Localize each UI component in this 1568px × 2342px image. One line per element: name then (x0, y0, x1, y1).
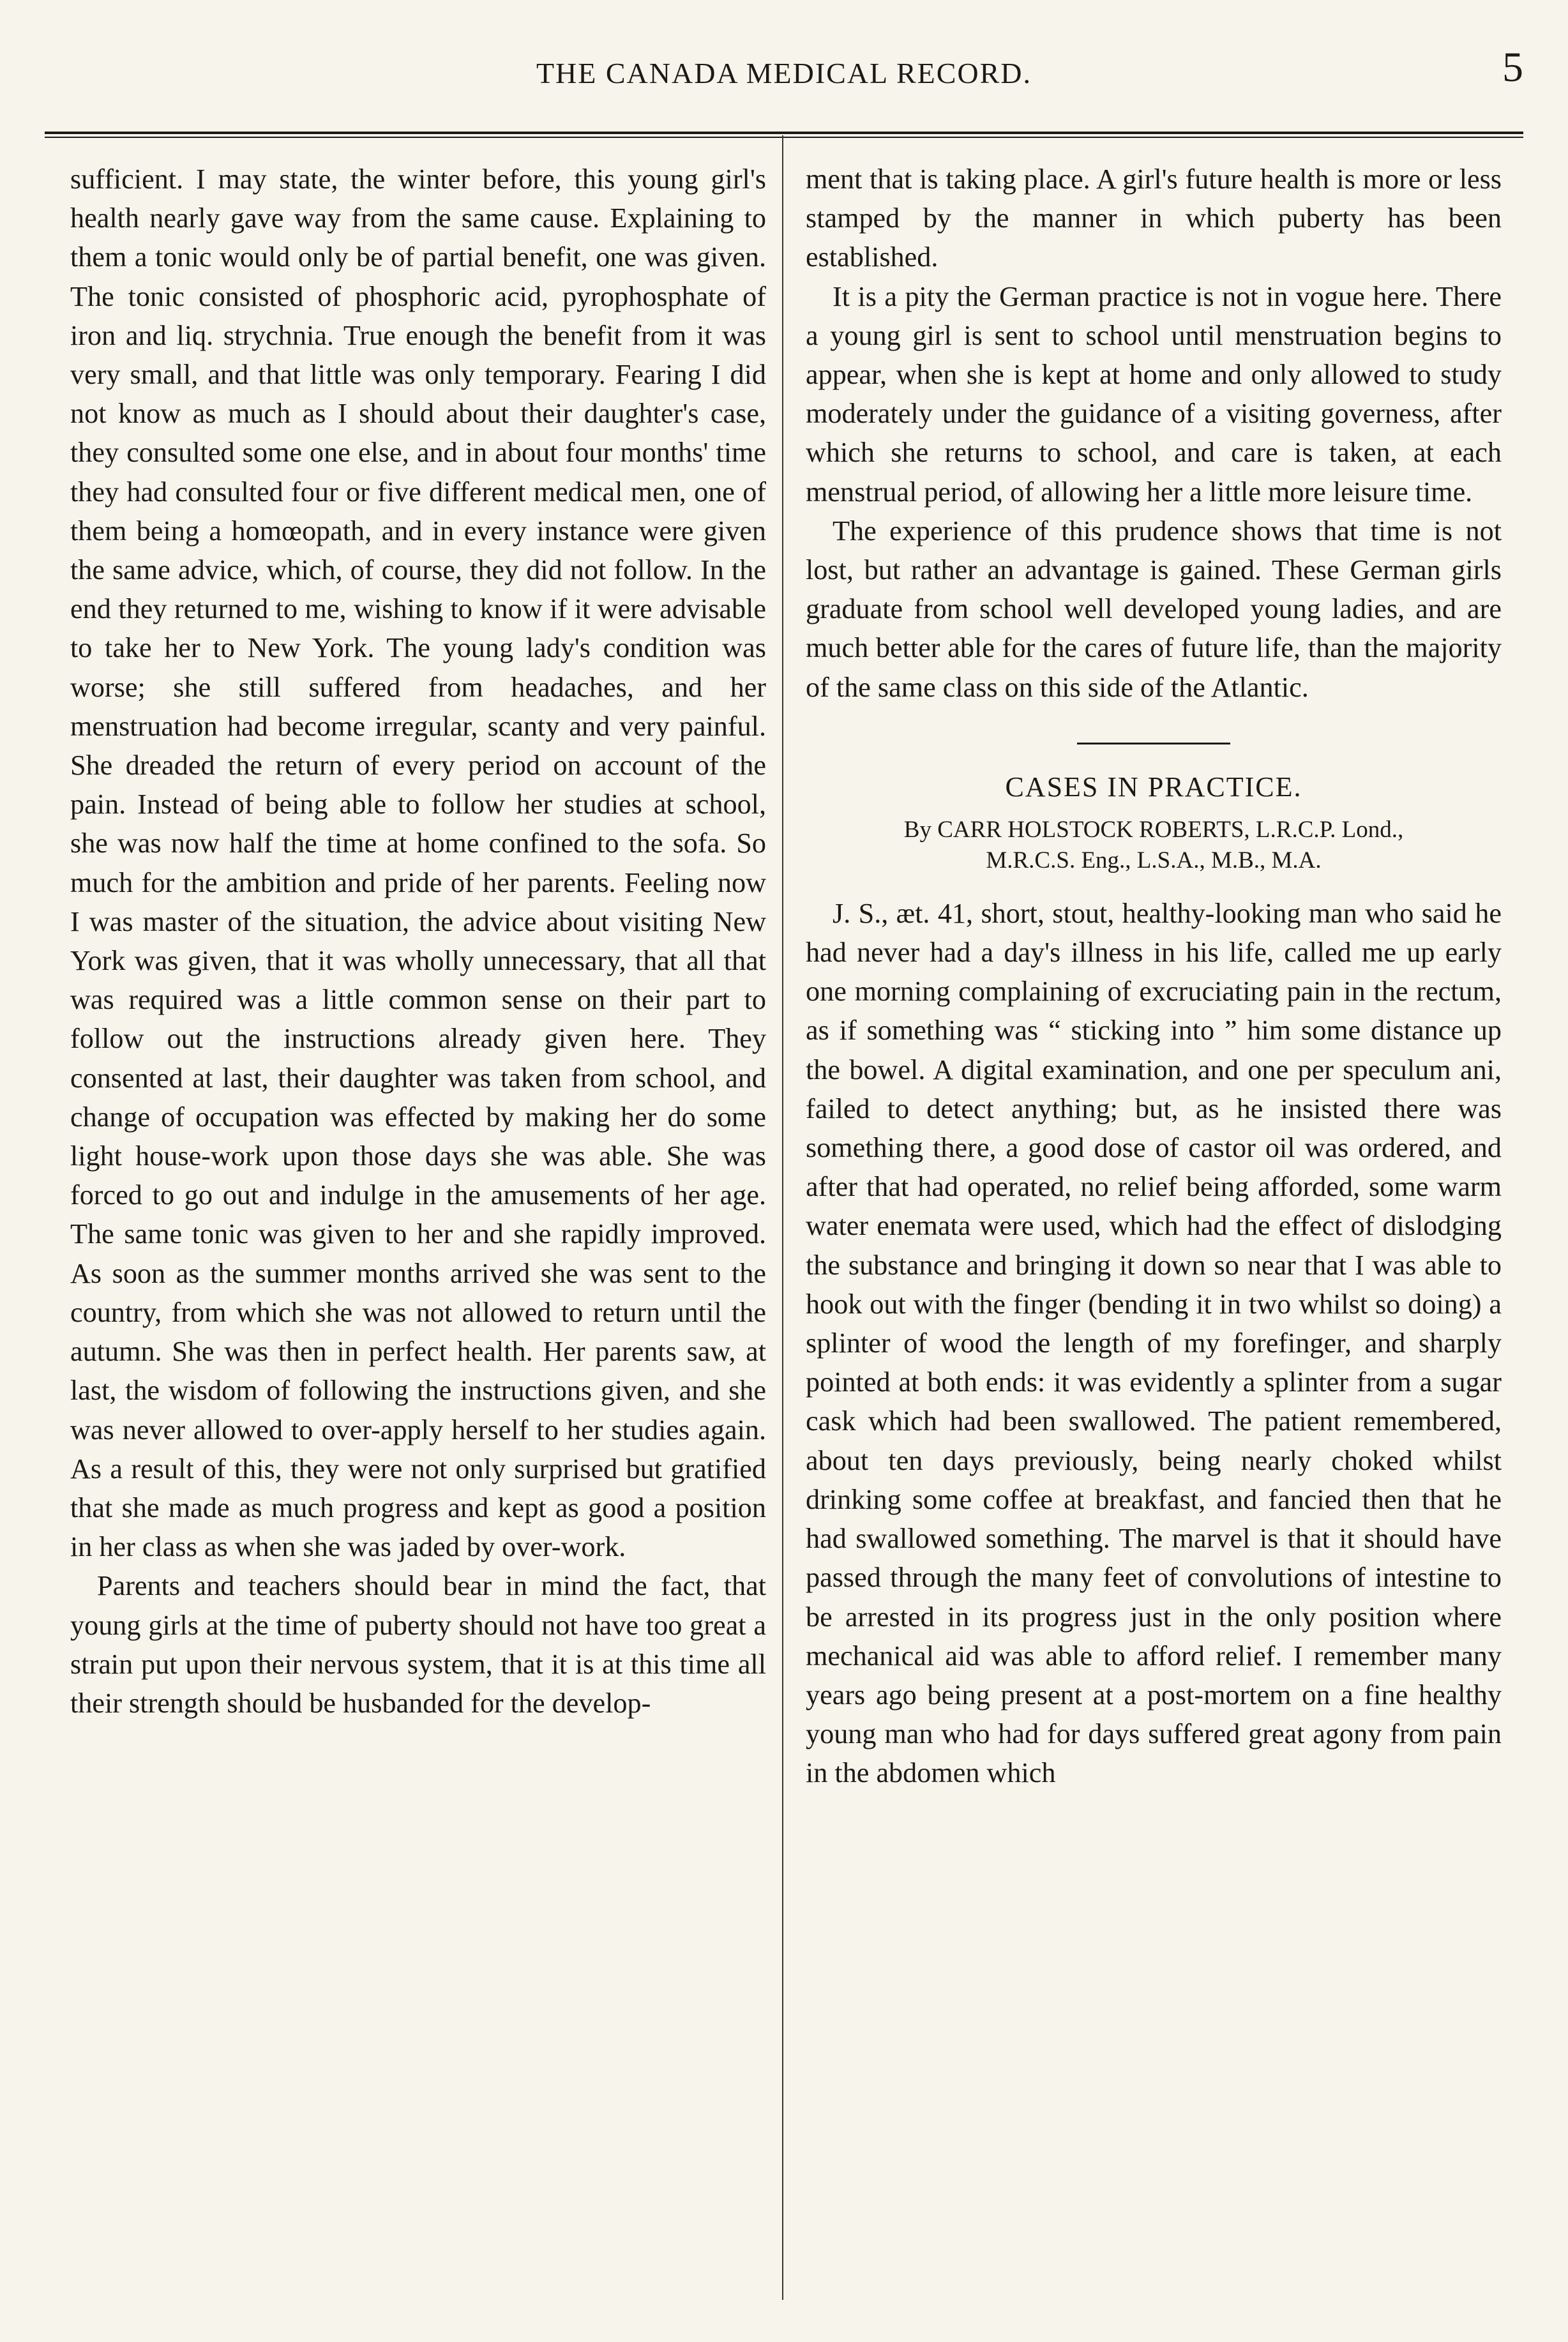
body-paragraph: The experience of this prudence shows that time is not lost, but rather an advantage is gained. These German girls graduate from school well developed young ladies, and are much better able for the cares of future life, than the majority of the same class on this side of the Atlantic. (806, 515, 1502, 703)
section-separator (1077, 743, 1230, 744)
author-byline: By CARR HOLSTOCK ROBERTS, L.R.C.P. Lond., (903, 816, 1404, 843)
body-paragraph: J. S., æt. 41, short, stout, healthy-looking man who said he had never had a day's illness in his life, called me up early one morning complaining of excruciating pain in the rectum, as if something was “ sticking into ” him some distance up the bowel. A digital examination, and one per speculum ani, failed to detect anything; but, as he insisted there was something there, a good dose of castor oil was ordered, and after that had operated, no relief being afforded, some warm water enemata were used, which had the effect of dislodging the substance and bringing it down so near that I was able to hook out with the finger (bending it in two whilst so doing) a splinter of wood the length of my forefinger, and sharply pointed at both ends: it was evidently a splinter from a sugar cask which had been swallowed. The patient remembered, about ten days previously, being nearly choked whilst drinking some coffee at breakfast, and fancied then that he had swallowed something. The marvel is that it should have passed through the many feet of convolutions of intestine to be arrested in its progress just in the only position where mechanical aid was able to afford relief. I remember many years ago being present at a post-mortem on a fine healthy young man who had for days suffered great agony from pain in the abdomen which (806, 897, 1502, 1789)
page-header (45, 38, 1523, 115)
body-paragraph: ment that is taking place. A girl's future health is more or less stamped by the manner in which puberty has been established. (806, 163, 1502, 273)
page-number: 5 (1502, 44, 1523, 91)
running-title: THE CANADA MEDICAL RECORD. (536, 57, 1032, 89)
body-paragraph: Parents and teachers should bear in mind the fact, that young girls at the time of puberty should not have too great a strain put upon their nervous system, that it is at this time all their strength should be husbanded for the develop- (70, 1570, 766, 1719)
body-paragraph: It is a pity the German practice is not in vogue here. There a young girl is sent to school until menstruation begins to appear, when she is kept at home and only allowed to study moderately under the guidance of a visiting governess, after which she returns to school, and care is taken, at each menstrual period, of allowing her a little more leisure time. (806, 280, 1502, 508)
header-rule (45, 132, 1523, 134)
left-column (70, 160, 766, 1723)
section-title: CASES IN PRACTICE. (1005, 771, 1302, 803)
author-credentials: M.R.C.S. Eng., L.S.A., M.B., M.A. (986, 847, 1322, 873)
body-paragraph: sufficient. I may state, the winter before, this young girl's health nearly gave way from the same cause. Explaining to them a tonic would only be of partial benefit, one was given. The tonic consisted of phosphoric acid, pyrophosphate of iron and liq. strychnia. True enough the benefit from it was very small, and that little was only temporary. Fearing I did not know as much as I should about their daughter's case, they consulted some one else, and in about four months' time they had consulted four or five different medical men, one of them being a homœopath, and in every instance were given the same advice, which, of course, they did not follow. In the end they returned to me, wishing to know if it were advisable to take her to New York. The young lady's condition was worse; she still suffered from headaches, and her menstruation had become irregular, scanty and very painful. She dreaded the return of every period on account of the pain. Instead of being able to follow her studies at school, she was now half the time at home confined to the sofa. So much for the ambition and pride of her parents. Feeling now I was master of the situation, the advice about visiting New York was given, that it was wholly unnecessary, that all that was required was a little common sense on their part to follow out the instructions already given here. They consented at last, their daughter was taken from school, and change of occupation was effected by making her do some light house-work upon those days she was able. She was forced to go out and indulge in the amusements of her age. The same tonic was given to her and she rapidly improved. As soon as the summer months arrived she was sent to the country, from which she was not allowed to return until the autumn. She was then in perfect health. Her parents saw, at last, the wisdom of following the instructions given, and she was never allowed to over-apply herself to her studies again. As a result of this, they were not only surprised but gratified that she made as much progress and kept as good a position in her class as when she was jaded by over-work. (70, 163, 766, 1563)
right-column (806, 160, 1502, 1793)
column-divider (782, 135, 783, 2300)
header-rule-thin (45, 137, 1523, 138)
